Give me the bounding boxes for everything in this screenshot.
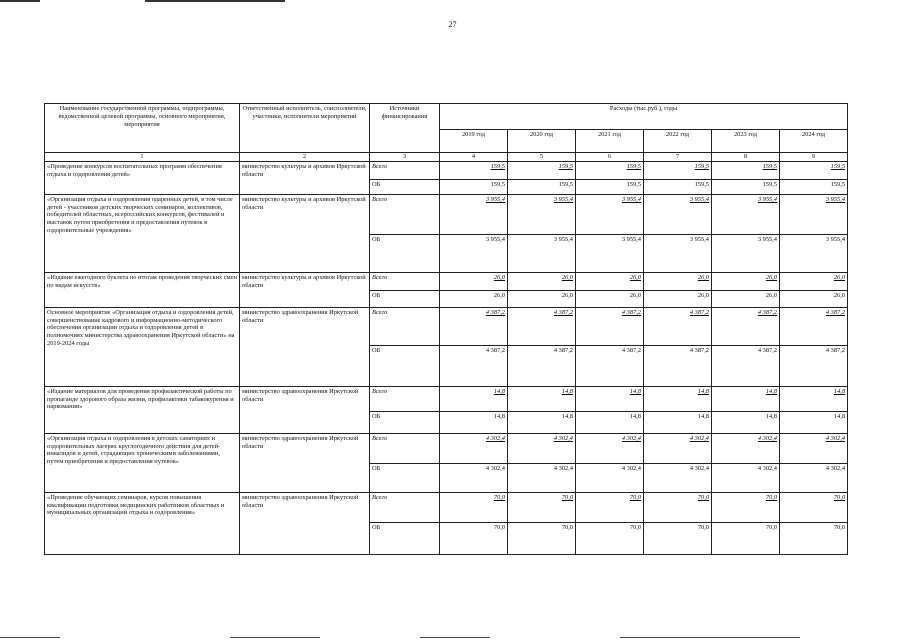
total-value: 70,0 [440, 492, 508, 522]
activity-executor: министерство культуры и архивов Иркутской области [240, 272, 370, 307]
header-year: 2021 год [576, 129, 644, 152]
header-year: 2023 год [712, 129, 780, 152]
ob-value: 159,5 [780, 179, 848, 194]
ob-value: 4 387,2 [576, 345, 644, 386]
total-value: 4 387,2 [508, 307, 576, 345]
source-ob-label: ОБ [370, 411, 440, 433]
column-number: 1 [45, 153, 240, 162]
column-number: 6 [576, 153, 644, 162]
ob-value: 14,8 [508, 411, 576, 433]
scan-artifact [230, 637, 320, 639]
ob-value: 3 955,4 [508, 234, 576, 272]
ob-value: 70,0 [508, 522, 576, 554]
budget-table [44, 103, 848, 555]
table-body [45, 161, 848, 554]
ob-value: 26,0 [644, 290, 712, 307]
table-row [45, 161, 848, 179]
ob-value: 70,0 [440, 522, 508, 554]
ob-value: 3 955,4 [644, 234, 712, 272]
header-expenses: Расходы (тыс.руб.), годы [440, 104, 848, 130]
ob-value: 4 302,4 [780, 463, 848, 492]
ob-value: 4 302,4 [576, 463, 644, 492]
ob-value: 26,0 [712, 290, 780, 307]
ob-value: 3 955,4 [780, 234, 848, 272]
total-value: 159,5 [508, 161, 576, 179]
ob-value: 159,5 [712, 179, 780, 194]
ob-value: 4 302,4 [644, 463, 712, 492]
total-value: 3 955,4 [780, 194, 848, 234]
header-year: 2019 год [440, 129, 508, 152]
ob-value: 14,8 [644, 411, 712, 433]
scan-artifact [0, 0, 40, 2]
ob-value: 4 302,4 [508, 463, 576, 492]
ob-value: 4 387,2 [780, 345, 848, 386]
total-value: 4 387,2 [780, 307, 848, 345]
ob-value: 70,0 [712, 522, 780, 554]
column-number: 2 [240, 153, 370, 162]
scan-artifact [145, 0, 285, 2]
ob-value: 70,0 [780, 522, 848, 554]
activity-executor: министерство культуры и архивов Иркутской области [240, 194, 370, 272]
total-value: 159,5 [712, 161, 780, 179]
total-value: 26,0 [508, 272, 576, 290]
activity-name: «Издание ежегодного буклета по итогам проведения творческих смен по видам искусств» [45, 272, 240, 307]
header-year: 2020 год [508, 129, 576, 152]
ob-value: 14,8 [712, 411, 780, 433]
column-number: 8 [712, 153, 780, 162]
total-value: 70,0 [576, 492, 644, 522]
activity-name: «Проведение обучающих семинаров, курсов повышения квалификации подготовки медицинских работников областных и муниципальных организаций отдыха и оздоровления» [45, 492, 240, 554]
total-value: 14,8 [508, 386, 576, 411]
total-value: 14,8 [576, 386, 644, 411]
total-value: 70,0 [644, 492, 712, 522]
header-name: Наименование государственной программы, подпрограммы, ведомственной целевой программы, основного мероприятия, мероприятия [45, 104, 240, 153]
total-value: 14,8 [440, 386, 508, 411]
ob-value: 14,8 [440, 411, 508, 433]
header-source: Источники финансирования [370, 104, 440, 153]
ob-value: 3 955,4 [440, 234, 508, 272]
source-ob-label: ОБ [370, 234, 440, 272]
total-value: 4 387,2 [576, 307, 644, 345]
ob-value: 26,0 [576, 290, 644, 307]
ob-value: 26,0 [780, 290, 848, 307]
total-value: 26,0 [644, 272, 712, 290]
page-number: 27 [448, 20, 457, 29]
activity-name: «Организация отдыха и оздоровления в детских санаториях и оздоровительных лагерях круглогодичного действия для детей-инвалидов и детей, страдающих хроническими заболеваниями, путем приобретения и предоставления путевок» [45, 433, 240, 492]
total-value: 14,8 [780, 386, 848, 411]
ob-value: 3 955,4 [712, 234, 780, 272]
table-row [45, 272, 848, 290]
activity-name: «Организация отдыха и оздоровления одаренных детей, в том числе детей - участников детских творческих семинаров, коллективов, победителей областных, всероссийских конкурсов, фестивалей и выставок путем приобретения и предоставления путевок в оздоровительные учреждения» [45, 194, 240, 272]
total-value: 70,0 [712, 492, 780, 522]
total-value: 4 302,4 [576, 433, 644, 463]
column-number: 3 [370, 153, 440, 162]
activity-executor: министерство здравоохранения Иркутской области [240, 386, 370, 433]
source-total-label: Всего [370, 194, 440, 234]
column-number: 9 [780, 153, 848, 162]
scan-artifact [420, 637, 490, 639]
scan-artifact [0, 637, 60, 639]
ob-value: 4 387,2 [712, 345, 780, 386]
ob-value: 159,5 [508, 179, 576, 194]
scan-artifact [620, 637, 800, 639]
activity-name: «Проведение конкурсов воспитательных программ обеспечения отдыха и оздоровления детей» [45, 161, 240, 194]
ob-value: 159,5 [440, 179, 508, 194]
total-value: 3 955,4 [712, 194, 780, 234]
source-total-label: Всего [370, 386, 440, 411]
total-value: 26,0 [780, 272, 848, 290]
ob-value: 4 387,2 [440, 345, 508, 386]
table-row [45, 492, 848, 522]
source-ob-label: ОБ [370, 463, 440, 492]
total-value: 4 387,2 [644, 307, 712, 345]
source-ob-label: ОБ [370, 345, 440, 386]
source-total-label: Всего [370, 307, 440, 345]
column-number: 7 [644, 153, 712, 162]
total-value: 70,0 [780, 492, 848, 522]
source-total-label: Всего [370, 272, 440, 290]
ob-value: 4 302,4 [712, 463, 780, 492]
ob-value: 70,0 [576, 522, 644, 554]
ob-value: 4 387,2 [644, 345, 712, 386]
total-value: 159,5 [576, 161, 644, 179]
total-value: 159,5 [644, 161, 712, 179]
total-value: 4 387,2 [712, 307, 780, 345]
total-value: 159,5 [440, 161, 508, 179]
header-executor: Ответственный исполнитель, соисполнители, участники, исполнители мероприятий [240, 104, 370, 153]
total-value: 4 302,4 [780, 433, 848, 463]
ob-value: 14,8 [576, 411, 644, 433]
table-row [45, 194, 848, 234]
activity-name: Основное мероприятие «Организация отдыха и оздоровления детей, совершенствование кадрового и информационно-методического обеспечения организации отдыха и оздоровления детей в полномочиях министерства здравоохранения Иркутской области» на 2019-2024 годы [45, 307, 240, 386]
ob-value: 3 955,4 [576, 234, 644, 272]
ob-value: 159,5 [576, 179, 644, 194]
table-row [45, 307, 848, 345]
total-value: 3 955,4 [508, 194, 576, 234]
total-value: 26,0 [576, 272, 644, 290]
total-value: 14,8 [712, 386, 780, 411]
source-ob-label: ОБ [370, 522, 440, 554]
total-value: 4 302,4 [644, 433, 712, 463]
activity-name: «Издание материалов для проведения профилактической работы по пропаганде здорового образа жизни, профилактики табакокурения и наркомании» [45, 386, 240, 433]
activity-executor: министерство здравоохранения Иркутской области [240, 307, 370, 386]
total-value: 4 302,4 [508, 433, 576, 463]
ob-value: 26,0 [508, 290, 576, 307]
table-row [45, 433, 848, 463]
ob-value: 70,0 [644, 522, 712, 554]
total-value: 159,5 [780, 161, 848, 179]
activity-executor: министерство здравоохранения Иркутской области [240, 492, 370, 554]
source-total-label: Всего [370, 492, 440, 522]
source-ob-label: ОБ [370, 179, 440, 194]
source-total-label: Всего [370, 161, 440, 179]
total-value: 70,0 [508, 492, 576, 522]
header-year: 2022 год [644, 129, 712, 152]
header-year: 2024 год [780, 129, 848, 152]
ob-value: 14,8 [780, 411, 848, 433]
ob-value: 159,5 [644, 179, 712, 194]
column-number: 4 [440, 153, 508, 162]
column-number: 5 [508, 153, 576, 162]
table-row [45, 386, 848, 411]
ob-value: 4 387,2 [508, 345, 576, 386]
total-value: 3 955,4 [440, 194, 508, 234]
total-value: 4 302,4 [440, 433, 508, 463]
total-value: 14,8 [644, 386, 712, 411]
total-value: 26,0 [440, 272, 508, 290]
total-value: 3 955,4 [576, 194, 644, 234]
activity-executor: министерство здравоохранения Иркутской области [240, 433, 370, 492]
total-value: 4 302,4 [712, 433, 780, 463]
activity-executor: министерство культуры и архивов Иркутской области [240, 161, 370, 194]
source-ob-label: ОБ [370, 290, 440, 307]
total-value: 4 387,2 [440, 307, 508, 345]
total-value: 26,0 [712, 272, 780, 290]
ob-value: 26,0 [440, 290, 508, 307]
source-total-label: Всего [370, 433, 440, 463]
ob-value: 4 302,4 [440, 463, 508, 492]
total-value: 3 955,4 [644, 194, 712, 234]
